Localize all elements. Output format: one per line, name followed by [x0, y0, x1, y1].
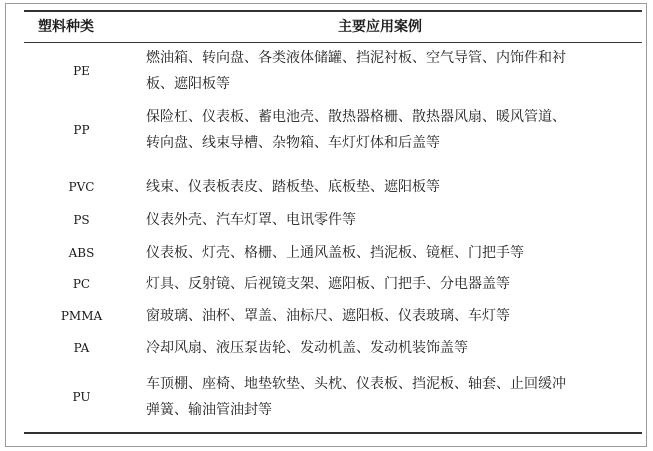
plastic-type: PU — [72, 390, 91, 404]
application-line: 保险杠、仪表板、蓄电池壳、散热器格栅、散热器风扇、暖风管道、 — [146, 109, 566, 125]
applications — [146, 104, 642, 156]
applications — [146, 174, 642, 200]
plastic-type: PP — [73, 123, 90, 137]
plastic-type: PVC — [68, 180, 95, 194]
application-line: 转向盘、线束导槽、杂物箱、车灯灯体和后盖等 — [146, 135, 440, 151]
header-applications: 主要应用案例 — [338, 19, 422, 35]
table-row — [24, 371, 642, 423]
table-frame — [5, 3, 647, 447]
application-line: 窗玻璃、油杯、罩盖、油标尺、遮阳板、仪表玻璃、车灯等 — [146, 308, 510, 324]
bottom-rule — [24, 432, 642, 434]
applications — [146, 271, 642, 297]
plastic-type: PMMA — [60, 309, 103, 323]
table-row — [24, 207, 642, 233]
application-line: 板、遮阳板等 — [146, 76, 230, 92]
table-row — [24, 174, 642, 200]
top-rule — [24, 10, 642, 12]
applications — [146, 45, 642, 97]
table-row — [24, 335, 642, 361]
table-row — [24, 271, 642, 297]
plastic-type: PC — [72, 277, 91, 291]
table-row — [24, 303, 642, 329]
application-line: 车顶棚、座椅、地垫软垫、头枕、仪表板、挡泥板、轴套、止回缓冲 — [146, 376, 566, 392]
header-rule — [24, 42, 642, 43]
plastic-type: PA — [73, 341, 90, 355]
plastic-type: PS — [73, 213, 90, 227]
application-line: 冷却风扇、液压泵齿轮、发动机盖、发动机装饰盖等 — [146, 340, 468, 356]
application-line: 仪表外壳、汽车灯罩、电讯零件等 — [146, 212, 356, 228]
applications — [146, 335, 642, 361]
table-row — [24, 45, 642, 97]
plastic-type: ABS — [68, 246, 95, 260]
application-line: 线束、仪表板表皮、踏板垫、底板垫、遮阳板等 — [146, 179, 440, 195]
applications — [146, 371, 642, 423]
table-row — [24, 240, 642, 266]
application-line: 弹簧、输油管油封等 — [146, 402, 272, 418]
header-plastic-type: 塑料种类 — [38, 19, 94, 35]
table-row — [24, 104, 642, 156]
application-line: 燃油箱、转向盘、各类液体储罐、挡泥衬板、空气导管、内饰件和衬 — [146, 50, 566, 66]
applications — [146, 240, 642, 266]
application-line: 仪表板、灯壳、格栅、上通风盖板、挡泥板、镜框、门把手等 — [146, 245, 524, 261]
plastic-type: PE — [73, 64, 90, 78]
applications — [146, 207, 642, 233]
applications — [146, 303, 642, 329]
application-line: 灯具、反射镜、后视镜支架、遮阳板、门把手、分电器盖等 — [146, 276, 510, 292]
